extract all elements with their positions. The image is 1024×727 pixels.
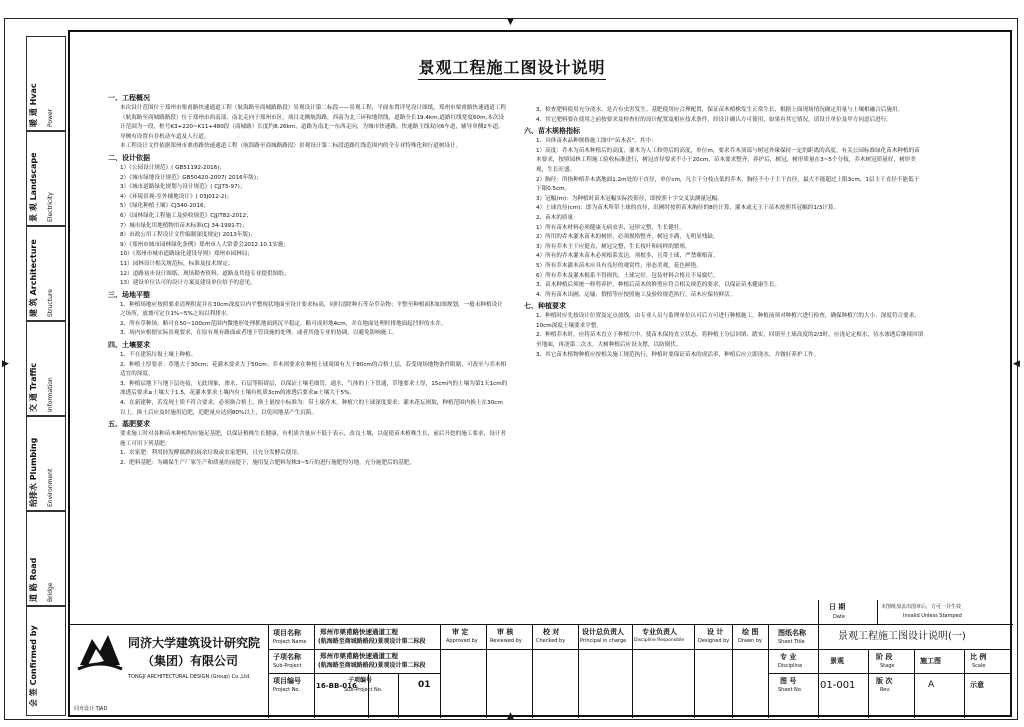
section-heading: 四、土壤要求 <box>108 341 150 350</box>
section-heading: 五、基肥要求 <box>108 420 150 429</box>
logo-caption: 同舟设计·TJAD <box>74 706 108 712</box>
section-heading: 二、设计依据 <box>108 153 150 162</box>
sheet-title-label: 图纸名称 <box>778 629 806 637</box>
project-name-label-en: Project Name <box>273 639 307 645</box>
date-label-en: Date <box>833 614 845 620</box>
list-item: 2）《城市绿地设计规范》GB50420-2007( 2016年版)； <box>120 174 262 181</box>
signoff-label-en: Electricity <box>47 192 54 222</box>
signoff-label: 暖 通 Hvac <box>29 83 38 127</box>
paragraph: 4、其它肥料要在使用之前按要求及检查好的设计配置及相应技术条件，经设计确认方可使用，如果有其它情况，请设计单位及甲方同意后进行。 <box>536 116 892 123</box>
role-designed: 设 计 <box>707 628 724 636</box>
list-item: 7）城市绿化用地植物用苗木标准(CJ 34-1991-T)； <box>120 222 248 229</box>
project-name-label: 项目名称 <box>273 629 301 637</box>
list-item: 2）所用的乔木灌木苗木的树形，必须规格整齐，树冠丰满，无明显残缺。 <box>536 234 719 241</box>
page-title: 景观工程施工图设计说明 <box>0 55 1024 80</box>
rev-label: 版 次 <box>876 677 893 685</box>
signoff-label: 会 签 Confirmed by <box>29 625 38 707</box>
role-approved: 审 定 <box>452 628 469 636</box>
sub-no-label: 子项编号 <box>348 677 373 684</box>
center-mark-bottom-icon: ▲ <box>507 711 514 721</box>
role-principal: 设计总负责人 <box>582 628 624 636</box>
paragraph: 2）胸径：所指种植乔木离地面1.2m处的干直径，单位cm，凡主干分枝点低的乔木，胸径不小于主干直径，最大不能超过上限3cm，1层主干直径不能低于下限0.5cm。 <box>536 176 920 193</box>
paragraph: 本次设计范围位于郑州市栗甫路快速通道工程（航海路至商城路路段）景观设计第二标段——景观工程，平面布置详见设计图纸，郑州市栗甫路快速通道工程（航海路至商城路路段）位于郑州市西南部，南北走向于郑州市区，项目北侧航海路，西南为北三环和地铁线，道路全长19.4km,道路红线宽度60m,本次设计范围为一段，桩号K3+220~K11+480段（商城路）长度约8.26km，道路为南北一东西走向，为城市快速路，快速路主线双向6车道，辅导单侧2车道，导侧有设置有非机动车道及人行道。 <box>120 105 506 140</box>
sub-project-line2: (航海路至商城路路段)景观设计第二标段 <box>318 662 426 669</box>
paragraph: 3）冠幅(m)：为种植时苗木冠幅实际投影径，即按照十字交叉法测量冠幅。 <box>536 195 723 202</box>
stage-label-en: Stage <box>880 663 895 669</box>
section-heading: 六、苗木规格指标 <box>524 127 580 136</box>
signoff-label: 道 路 Road <box>29 557 38 602</box>
discipline-label-en: Discipline <box>778 663 803 669</box>
paragraph: 本工程设计文件依据郑州市栗甫路快速通道工程（航海路至商城路路段）景观设计第二标段道路红线范围内的全专业特殊化和行道树设计。 <box>120 143 462 150</box>
sub-project-label: 子项名称 <box>273 653 301 661</box>
project-no: 16-BB-016 <box>316 682 357 690</box>
paragraph: 4、所有苗木出圃，运输，假植等应按照施工及验收规范执行，苗木应保持鲜活。 <box>536 291 736 298</box>
signoff-cell <box>26 606 66 716</box>
center-mark-left-icon: ▶ <box>2 359 9 369</box>
company-name-2: （集团）有限公司 <box>142 654 239 668</box>
role-reviewed-en: Reviewed by <box>490 638 522 644</box>
signoff-cell <box>26 131 66 226</box>
role-principal-en: Principal in charge <box>580 638 627 644</box>
signoff-cell <box>26 36 66 131</box>
role-checked: 校 对 <box>543 628 560 636</box>
signoff-label-en: Bridge <box>47 582 54 602</box>
role-designed-en: Designed by <box>698 638 730 644</box>
paragraph: 4）土球直径(cm)：即为苗木所带土球的直径，出圃时按照苗木胸径的8倍计算，灌木或无主干苗木按照其冠幅的1/3计算。 <box>536 205 840 212</box>
company-name-en: TONGJI ARCHITECTURAL DESIGN (Group) Co.,Ltd. <box>128 674 251 680</box>
project-name-line1: 郑州市栗甫路快速通道工程 <box>320 628 398 636</box>
list-item: 12）道路初步设计图纸、现场勘查资料、道路及其他专业提供图纸； <box>120 270 290 277</box>
list-item: 1）所有苗木材料必须健康无病虫害，冠形完整，生长健壮。 <box>536 224 685 231</box>
paragraph: 2、种植乔木时，应将苗木直立于种植穴中，使苗木保持直立状态，将种植土分层回填、踏实，回填至土球高度的2/3时，应浇足定根水，待水渗透后继续回填至地面，再浇第二次水，大树种植后应设支撑，以防倒伏。 <box>536 332 924 349</box>
sheet-no-label: 图 号 <box>780 677 797 685</box>
signoff-label: 交 通 Traffic <box>29 362 38 412</box>
sub-no-label-en: Sub-Project No. <box>344 687 383 693</box>
signoff-label-en: Information <box>47 377 54 412</box>
list-item: 13）建设单位认可的设计方案及建设单位给予的意见。 <box>120 280 256 287</box>
list-item: 6）所有乔木及灌木根系不得损伤，土球完好，包装材料合格且不易腐烂。 <box>536 272 719 279</box>
signoff-label: 景 观 Landscape <box>29 152 38 222</box>
rev-label-en: Rev. <box>880 687 891 693</box>
paragraph: 1）高度：乔木为苗木种植后的高度，灌木为人工修剪后的高度，单位m，要求乔木顶部与树冠外缘保持一定的距离的高度。有关公园标准绿化苗木种植的苗木要求，按照园林工程施工验收标准进行，树冠直径要求不小于20cm，苗木要求整齐，养护后，树冠，树形质量在3~5个分枝，乔木树冠质量好，树形美观，生长旺盛。 <box>536 147 920 173</box>
company-logo-icon <box>74 625 126 677</box>
sheet-no-label-en: Sheet No. <box>778 687 803 693</box>
paragraph: 要求施工时对各种苗木种植均应施足基肥，以保证植株生长健康，有机质含量应不低于表示，改良土壤，以促使苗木植株生长，前后开挖的施工要求，设计者施工可用下列基肥： <box>120 431 506 447</box>
paragraph: 4、在新建种，若发现土质不符合要求，必须换合格土，换土量按小标准为：带土球乔木，种植穴的土球深度要求；灌木花坛则取，种植范围内换土在30cm以上，换土后应及时施用追肥，追肥量应达到80%以上，以免因地基产生沉陷。 <box>120 400 503 416</box>
role-drawn-en: Drawn by <box>738 638 762 644</box>
role-approved-en: Approved by <box>446 638 478 644</box>
signoff-label-en: Structure <box>47 289 54 317</box>
scale: 示意 <box>970 681 984 689</box>
project-name-line2: (航海路至商城路路段)景观设计第二标段 <box>318 638 426 645</box>
list-item: 4）《环境景观-室外辅地设计》( 03J012-2)； <box>120 193 233 200</box>
section-heading: 一、工程概况 <box>108 94 150 102</box>
paragraph: 2、种植土厚要求：草地大于30cm；花灌木要求大于50cm；乔木则要求在种植土球周围有大于80cm的合格土层，若受现场地物条件限制，可改至与乔木相适宜的深度。 <box>120 361 507 378</box>
role-checked-en: Checked by <box>536 638 566 644</box>
section-heading: 三、场地平整 <box>108 290 150 299</box>
stamp-strip <box>818 600 1013 625</box>
scale-label-en: Scale <box>972 663 986 669</box>
signoff-label-en: Environment <box>47 468 54 507</box>
paragraph: 3、苗木种植后须统一修剪养护，种植后苗木的修剪应符合相关规范的要求，以保证苗木健康生长。 <box>536 282 781 289</box>
notes-column-left <box>108 92 508 469</box>
notes-column-right <box>524 106 924 360</box>
list-item: 5）所有乔木灌木苗木应具有良好的观赏性，形态美观，花色鲜艳。 <box>536 262 702 269</box>
project-no-label: 项目编号 <box>273 677 301 685</box>
paragraph: 1、种植场地应按照要求清理积泥并在30cm深度以内平整现状地面至设计要求标高，同时清除种石等杂草杂物；平整至种植面积如图规划，一般未种植设计之场所，放坡可定在1%~5%之间以利排水。 <box>120 301 503 318</box>
paragraph: 3、种植层地下与地下层连接，无此现象，渗水，石层等阻碍层，以保证土壤毛细管，通水，气体的上下贯通，草地要求土厚，15cm内的土壤为第1天1cm的渗透后要求≥土壤大于1.5，花灌木要求土壤内有土壤有机质3cm的渗透后要求≥土壤大于5%。 <box>120 380 508 397</box>
paragraph: 1、具体苗木品种规格施工图中"苗木表"，其中： <box>536 138 657 145</box>
list-item: 4）所有的乔木灌木苗木必须根系发达，须根多，且带土球，严禁裸根苗。 <box>536 253 719 260</box>
list-item: 6）《园林绿化工程施工及验收规范》CJJ/T82-2012； <box>120 212 252 219</box>
signoff-column <box>26 36 66 716</box>
paragraph: 1、不在建筑垃圾土壤上种植。 <box>120 352 197 359</box>
project-no-label-en: Project No. <box>273 687 300 693</box>
paragraph: 2、肥料基肥：为确保生产厂家生产和质量的前提下，施用复合肥料每株3~5斤的进行施肥均匀地，充分施肥后的基肥。 <box>120 460 416 466</box>
sheet-title-label-en: Sheet Title <box>778 639 805 645</box>
signoff-cell <box>26 226 66 321</box>
section-heading: 七、种植要求 <box>524 302 566 311</box>
sub-no: 01 <box>418 680 431 690</box>
list-item: 3）所有乔木主干应挺直，树冠完整，生长枝叶和同样的繁殖。 <box>536 243 691 250</box>
paragraph: 2、苗木的质量： <box>536 214 579 221</box>
sub-project-label-en: Sub-Project <box>273 663 302 669</box>
signoff-label: 建 筑 Architecture <box>29 239 38 317</box>
center-mark-top-icon: ▼ <box>507 17 514 27</box>
paragraph: 1、种植时应先按设计位置及定点放线，由专业人员与监理单位认可后方可进行种植施工，种植前须对种植穴进行检查，确保种植穴的大小、深度符合要求，10cm深度土壤要求平整。 <box>536 313 920 329</box>
rev: A <box>928 680 935 690</box>
signoff-cell <box>26 321 66 416</box>
scale-label: 比 例 <box>970 653 987 661</box>
role-discipline-en: Discipline Responsible <box>634 638 685 643</box>
discipline: 景观 <box>830 657 844 665</box>
signoff-cell <box>26 416 66 511</box>
company-name: 同济大学建筑设计研究院 <box>128 636 261 650</box>
discipline-label: 专 业 <box>780 653 797 661</box>
paragraph: 3、场内应根据实际景观要求，在原有现有路面或者地下管设施的处理、或者其他专业的协调，以避免影响施工。 <box>120 330 398 337</box>
sheet-no: 01-001 <box>820 680 856 691</box>
date-label: 日 期 <box>829 603 846 611</box>
paragraph: 3、检查肥料使用充分浇水，是否有虫害发生。基肥使用应合理配置，保证苗木植株发生正常生长，根据上面现场情况确定用量与土壤相融合后施用。 <box>536 107 904 113</box>
stamp-note-en: Invalid Unless Stamped <box>903 613 962 619</box>
signoff-cell <box>26 511 66 606</box>
list-item: 8）市政公用工程设计文件编制深度规定( 2013年版)； <box>120 232 256 239</box>
list-item: 5）《绿化种植土壤》CJ340-2016； <box>120 203 210 210</box>
list-item: 9）《郑州市城市园林绿化条例》郑州市人大常委会2012.10.1实施； <box>120 241 290 248</box>
stage: 施工图 <box>920 657 941 665</box>
paragraph: 1、农家肥：利用经发酵腐熟的厨余垃圾或农家肥料，且充分发酵后使用。 <box>120 450 303 457</box>
sub-project-line1: 郑州市栗甫路快速通道工程 <box>320 652 398 660</box>
list-item: 10）《郑州市城市道路绿化建设导则》郑州市园林局； <box>120 251 253 258</box>
role-drawn: 绘 图 <box>742 628 759 636</box>
center-mark-right-icon: ◀ <box>1013 359 1020 369</box>
role-discipline: 专业负责人 <box>642 628 677 636</box>
list-item: 11）园林设计相关规范标，标准及技术规定； <box>120 260 234 267</box>
signoff-label: 给排水 Plumbing <box>29 437 38 507</box>
paragraph: 2、所有草种场，略可在50~100cm范围内微地形处理抓地面到沉平稳定，略可成形地4cm，并在地面处理时排地面起凹形的水井。 <box>120 320 447 327</box>
role-reviewed: 审 核 <box>497 628 514 636</box>
stamp-note: 本图纸加盖出图章后，方可一并生效 <box>881 604 962 610</box>
sheet-title: 景观工程施工图设计说明(一) <box>838 631 966 642</box>
stage-label: 阶 段 <box>876 653 893 661</box>
list-item: 1）《公园设计规范》( GB51192-2016)； <box>120 164 226 171</box>
signoff-label-en: Power <box>47 108 54 127</box>
list-item: 3）《城市道路绿化规划与设计规范》( CJJ75-97)； <box>120 184 246 191</box>
paragraph: 3、其它苗木植物种植应按相关施工规范执行，种植时要保证苗木的成活率，种植后应立即浇水，并做好养护工作。 <box>536 351 820 358</box>
